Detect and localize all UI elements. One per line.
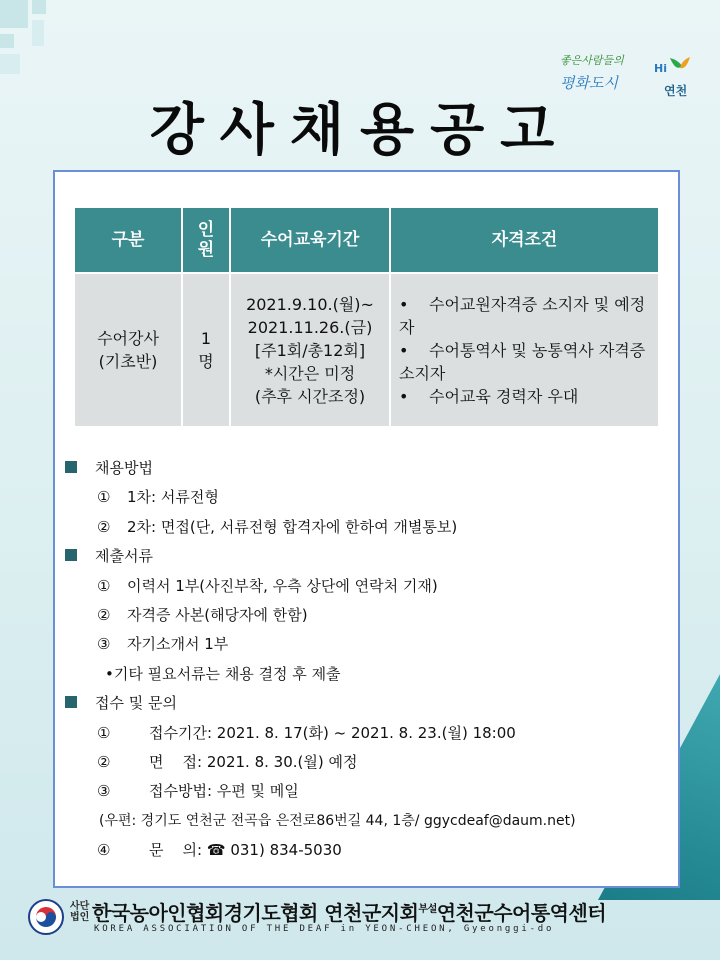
- qualification-item: • 수어교육 경력자 우대: [399, 386, 579, 406]
- list-item: ① 이력서 1부(사진부착, 우측 상단에 연락처 기재): [97, 576, 438, 595]
- contact-address: (우편: 경기도 연천군 전곡읍 은전로86번길 44, 1층/ ggycdeaf@daum.net): [99, 812, 576, 829]
- notice-body: [65, 454, 665, 865]
- table-row: [74, 273, 659, 427]
- decor-square: [32, 20, 44, 46]
- square-bullet-icon: [65, 696, 77, 708]
- list-item: ② 면 접: 2021. 8. 30.(월) 예정: [97, 752, 358, 771]
- page-title: 강사채용공고: [149, 97, 571, 163]
- square-bullet-icon: [65, 461, 77, 473]
- corp-label: 사단 법인: [70, 901, 90, 923]
- list-item: ③ 접수방법: 우편 및 메일: [97, 782, 299, 801]
- list-item: ② 2차: 면접(단, 서류전형 합격자에 한하여 개별통보): [97, 517, 458, 536]
- footer: [28, 897, 708, 941]
- list-item: ④ 문 의: ☎ 031) 834-5030: [97, 841, 342, 860]
- cell-category: 수어강사 (기초반): [74, 273, 182, 427]
- cell-qualification: [390, 273, 659, 427]
- list-item: ② 자격증 사본(해당자에 한함): [97, 605, 308, 624]
- organization-english: KOREA ASSOCIATION OF THE DEAF in YEON-CHEON, Gyeonggi-do: [94, 924, 555, 934]
- qualification-item: • 수어교원자격증 소지자 및 예정자: [399, 294, 646, 337]
- square-bullet-icon: [65, 549, 77, 561]
- decor-square: [0, 54, 20, 74]
- leaf-icon: [668, 56, 692, 72]
- notice-card: [53, 170, 680, 888]
- logo-city: 연천: [664, 84, 688, 98]
- decor-square: [32, 0, 46, 14]
- cell-period: 2021.9.10.(월)~ 2021.11.26.(금) [주1회/총12회] *시간은 미정 (추후 시간조정): [230, 273, 390, 427]
- header-count: 인 원: [182, 207, 230, 273]
- organization-name: 한국농아인협회경기도협회 연천군지회$^{부설}$연천군수어통역센터: [92, 901, 607, 925]
- recruitment-table: [73, 206, 660, 428]
- decor-square: [0, 34, 14, 48]
- logo-hi: Hi: [654, 62, 667, 75]
- logo-slogan-1: 좋은사람들의: [560, 54, 624, 67]
- header-period: 수어교육기간: [230, 207, 390, 273]
- header-category: 구분: [74, 207, 182, 273]
- qualification-item: • 수어통역사 및 농통역사 자격증 소지자: [399, 340, 646, 383]
- table-header-row: [74, 207, 659, 273]
- section-method: 채용방법: [65, 454, 665, 483]
- documents-note: •기타 필요서류는 채용 결정 후 제출: [105, 664, 341, 683]
- logo-slogan-2: 평화도시: [560, 74, 618, 92]
- decor-square: [0, 0, 28, 28]
- cell-count: 1 명: [182, 273, 230, 427]
- section-contact: 접수 및 문의: [65, 689, 665, 718]
- list-item: ① 1차: 서류전형: [97, 488, 219, 507]
- list-item: ③ 자기소개서 1부: [97, 635, 229, 654]
- section-documents: 제출서류: [65, 542, 665, 571]
- header-qualification: 자격조건: [390, 207, 659, 273]
- list-item: ① 접수기간: 2021. 8. 17(화) ~ 2021. 8. 23.(월) 18:00: [97, 723, 516, 742]
- association-emblem-icon: [28, 899, 64, 935]
